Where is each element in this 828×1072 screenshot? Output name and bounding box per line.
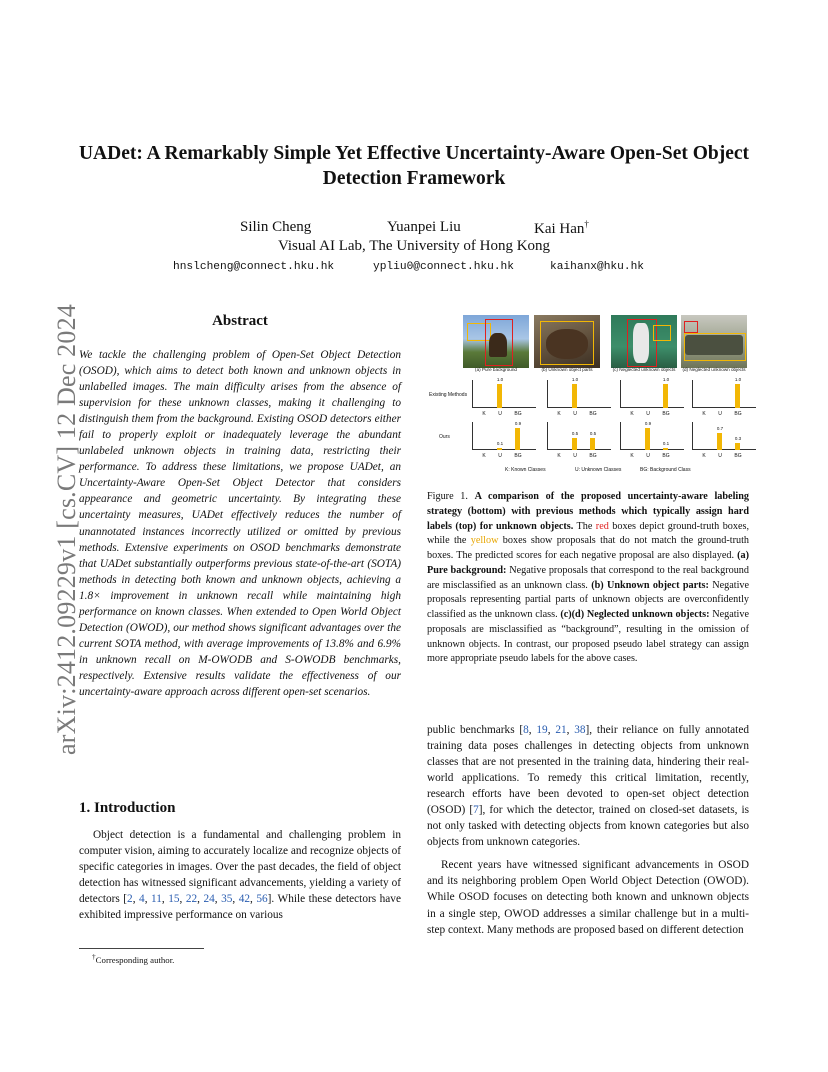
bar (497, 384, 502, 408)
y-axis (547, 422, 548, 450)
bar-category-label: BG (662, 411, 670, 417)
bar (497, 448, 502, 450)
proposal-box (540, 321, 594, 365)
author-1: Silin Cheng (240, 219, 312, 235)
abstract-heading: Abstract (212, 313, 268, 329)
x-axis (547, 407, 611, 408)
email-2[interactable]: ypliu0@connect.hku.hk (373, 261, 514, 273)
footnote: †Corresponding author. (92, 952, 175, 965)
x-axis (692, 407, 756, 408)
red-word: red (595, 520, 609, 532)
bar-category-label: U (646, 411, 650, 417)
x-axis (692, 449, 756, 450)
bar-value-label: 0.1 (662, 440, 670, 446)
citation[interactable]: 11 (151, 893, 162, 906)
y-axis (692, 422, 693, 450)
bar-category-label: U (718, 453, 722, 459)
bar-panel (469, 420, 539, 462)
figure-caption: Figure 1. A comparison of the proposed uncertainty-aware labeling strategy (bottom) with previous methods which typically assign hard labels (top) for unknown objects. The red boxes depict ground-truth boxes, while the yellow boxes show proposals that do not match the ground-truth boxes. The predicted scores for each negative proposal are also displayed. (a) Pure background: Negative proposals that correspond to the real background are misclassified as an unknown class. (b) Unknown object parts: Negative proposals representing partial parts of unknown objects are overconfidently classified as the unknown class. (c)(d) Neglected unknown objects: Negative proposals are misclassified as “background”, resulting in the omission of unknown objects. In contrast, our proposed pseudo label strategy can assign more appropriate pseudo labels for the above cases. (427, 491, 750, 665)
bar-category-label: BG (514, 453, 522, 459)
bar-category-label: U (573, 453, 577, 459)
email-list (0, 261, 828, 277)
bar-value-label: 0.3 (734, 435, 742, 441)
proposal-box (653, 325, 671, 341)
photo-bear (534, 315, 600, 368)
bar-category-label: K (557, 411, 561, 417)
bar-category-label: BG (589, 411, 597, 417)
proposal-box (684, 333, 746, 361)
bar-category-label: K (557, 453, 561, 459)
bar (663, 448, 668, 450)
legend-known: K: Known Classes (505, 467, 546, 473)
citation[interactable]: 8 (523, 724, 529, 736)
bar-category-label: K (482, 453, 486, 459)
y-axis (472, 380, 473, 408)
citation[interactable]: 35 (221, 893, 233, 906)
citation[interactable]: 2 (127, 893, 133, 906)
x-axis (472, 449, 536, 450)
x-axis (620, 449, 684, 450)
paragraph-2: Recent years have witnessed significant advancements in OSOD and its neighboring problem Open World Object Detection (OWOD). While OSOD focuses on detecting both known and unknown objects in a single step, OWOD addresses a similar challenge but in a multi-step context. Many methods are proposed based on different detection (427, 859, 749, 936)
bar-panel (544, 420, 614, 462)
bar-panel (544, 378, 614, 420)
y-axis (620, 380, 621, 408)
figure-1 (427, 312, 749, 484)
bar-value-label: 0.9 (644, 421, 652, 427)
legend-unknown: U: Unknown Classes (575, 467, 622, 473)
citation[interactable]: 38 (574, 724, 586, 736)
x-axis (547, 449, 611, 450)
bar (645, 428, 650, 450)
right-column-body (427, 722, 749, 938)
bar-value-label: 0.9 (514, 421, 522, 427)
photo-tennis-player (611, 315, 677, 368)
yellow-word: yellow (470, 535, 499, 547)
email-1[interactable]: hnslcheng@connect.hku.hk (173, 261, 335, 273)
row-label-ours: Ours (439, 434, 450, 440)
y-axis (472, 422, 473, 450)
bar (515, 428, 520, 450)
photo-horse-rider (463, 315, 529, 368)
bar-value-label: 0.1 (496, 440, 504, 446)
bar (590, 438, 595, 450)
bar-category-label: U (573, 411, 577, 417)
bar-category-label: K (630, 453, 634, 459)
bar-panel (689, 378, 759, 420)
author-3: Kai Han† (534, 219, 589, 237)
paragraph-continued: public benchmarks [8, 19, 21, 38], their reliance on fully annotated training data poses challenges in detecting objects from unknown classes that are not presented in the training data, hindering their real-world applications. To remedy this critical limitation, recently, research efforts have been devoted to open-set object detection (OSOD) [7], for which the detector, trained on closed-set datasets, is not only tasked with detecting objects from known categories but also objects from unknown categories. (427, 724, 749, 849)
email-3[interactable]: kaihanx@hku.hk (550, 261, 644, 273)
citation[interactable]: 24 (203, 893, 215, 906)
paper-title: UADet: A Remarkably Simple Yet Effective Uncertainty-Aware Open-Set Object Detection Framework (78, 143, 750, 189)
y-axis (620, 422, 621, 450)
y-axis (547, 380, 548, 408)
panel-label-c: (c) Neglected unknown objects (612, 367, 676, 372)
bar-panel (617, 378, 687, 420)
bar-value-label: 1.0 (571, 377, 579, 382)
legend-background: BG: Background Class (640, 467, 691, 473)
ground-truth-box (684, 321, 698, 333)
x-axis (620, 407, 684, 408)
bar-value-label: 1.0 (734, 377, 742, 382)
footnote-rule (79, 948, 204, 949)
bar-category-label: K (702, 411, 706, 417)
arxiv-identifier: arXiv:2412.09229v1 [cs.CV] 12 Dec 2024 (52, 304, 81, 755)
bar (735, 443, 740, 450)
horse-shape (489, 333, 507, 357)
bar-category-label: K (630, 411, 634, 417)
photo-vehicle (681, 315, 747, 368)
citation[interactable]: 22 (185, 893, 198, 906)
arxiv-stamp (8, 285, 81, 755)
bar-category-label: U (718, 411, 722, 417)
section-heading-introduction: 1. Introduction (79, 800, 176, 816)
bar-value-label: 0.7 (716, 426, 724, 432)
bar-panel (689, 420, 759, 462)
bar (572, 384, 577, 408)
bar-value-label: 1.0 (662, 377, 670, 382)
citation[interactable]: 21 (555, 724, 567, 736)
bar-category-label: BG (734, 411, 742, 417)
bar (735, 384, 740, 408)
panel-label-d: (d) Neglected unknown objects (682, 367, 746, 372)
citation[interactable]: 15 (168, 893, 180, 906)
bar-panel (617, 420, 687, 462)
bar-category-label: K (482, 411, 486, 417)
author-list (0, 219, 828, 239)
bar-category-label: K (702, 453, 706, 459)
bar-category-label: U (646, 453, 650, 459)
bar (572, 438, 577, 450)
intro-paragraph: Object detection is a fundamental and challenging problem in computer vision, aiming to accurately localize and recognize objects of specific categories in images. Over the past decades, the field of object detection has witnessed significant advancements, yielding a variety of detectors [2, 4, 11, 15, 22, 24, 35, 42, 56]. While these detectors have exhibited impressive performance on various (79, 829, 401, 922)
bar (663, 384, 668, 408)
bar (717, 433, 722, 450)
panel-label-b: (b) Unknown object parts (541, 367, 593, 372)
bar-category-label: BG (514, 411, 522, 417)
author-2: Yuanpei Liu (387, 219, 461, 235)
y-axis (692, 380, 693, 408)
bar-panel (469, 378, 539, 420)
x-axis (472, 407, 536, 408)
panel-label-a: (a) Pure background (475, 367, 517, 372)
citation[interactable]: 56 (256, 893, 268, 906)
citation[interactable]: 42 (238, 893, 251, 906)
bar-category-label: BG (662, 453, 670, 459)
bar-value-label: 0.5 (571, 431, 579, 436)
bar-category-label: BG (734, 453, 742, 459)
bar-category-label: BG (589, 453, 597, 459)
bar-category-label: U (498, 453, 502, 459)
citation[interactable]: 7 (473, 804, 479, 817)
bar-value-label: 1.0 (496, 377, 504, 382)
bar-value-label: 0.5 (589, 431, 597, 436)
affiliation: Visual AI Lab, The University of Hong Kong (277, 238, 551, 254)
row-label-existing: Existing Methods (429, 392, 468, 398)
abstract-body: We tackle the challenging problem of Open-Set Object Detection (OSOD), which aims to detect both known and unknown objects in unlabelled images. The main difficulty arises from the absence of supervision for these unknown classes, making it challenging to distinguish them from the background. Existing OSOD detectors either fail to properly exploit or inadequately leverage the abundant unlabeled unknown objects in training data, restricting their performance. To address these limitations, we propose UADet, an Uncertainty-Aware Open-Set Object Detector that considers appearance and geometric uncertainty. By integrating these uncertainty measures, UADet effectively reduces the number of unannotated instances incorrectly utilized or omitted by previous methods. Extensive experiments on OSOD benchmarks demonstrate that UADet substantially outperforms previous state-of-the-art (SOTA) methods in detecting both known and unknown objects, achieving a 1.8× improvement in unknown recall while maintaining high performance on known classes. When extended to Open World Object Detection (OWOD), our method shows significant advantages over the current SOTA method, with average improvements of 13.8% and 6.9% in unknown recall on M-OWODB and S-OWODB benchmarks, respectively. Extensive results validate the effectiveness of our uncertainty-aware approach across different open-set scenarios. (79, 349, 401, 698)
citation[interactable]: 19 (536, 724, 548, 736)
bar-category-label: U (498, 411, 502, 417)
citation[interactable]: 4 (139, 893, 145, 906)
